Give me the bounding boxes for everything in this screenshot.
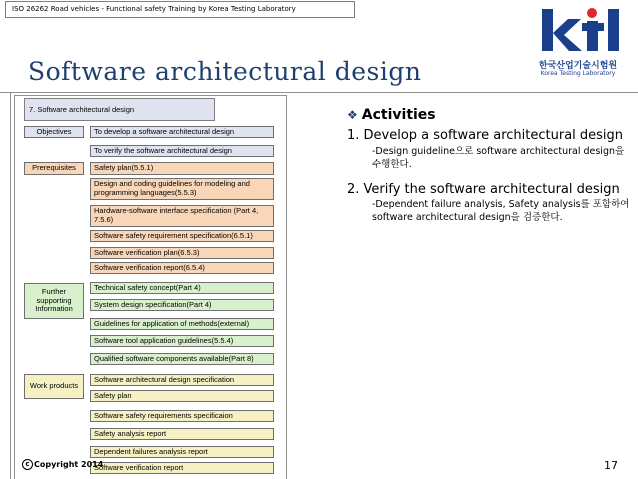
- section-title: 7. Software architectural design: [24, 98, 215, 121]
- work-product-item: Software architectural design specification: [90, 374, 274, 386]
- further-info-item: Technical safety concept(Part 4): [90, 282, 274, 294]
- work-product-item: Safety plan: [90, 390, 274, 402]
- copyright-text: Copyright 2014: [34, 460, 104, 469]
- prerequisite-item: Software verification plan(6.5.3): [90, 247, 274, 259]
- prerequisites-label: Prerequisites: [24, 162, 84, 175]
- work-product-item: Safety analysis report: [90, 428, 274, 440]
- activities-heading-text: Activities: [361, 107, 436, 123]
- activity-item: 1. Develop a software architectural design: [347, 128, 624, 143]
- further-information-label: Further supporting Information: [24, 283, 84, 319]
- work-product-item: Dependent failures analysis report: [90, 446, 274, 458]
- work-product-item: Software safety requirements specificaion: [90, 410, 274, 422]
- prerequisite-item: Hardware-software interface specification (Part 4, 7.5.6): [90, 205, 274, 227]
- objective-item: To develop a software architectural design: [90, 126, 274, 138]
- activity-description: -Design guideline으로 software architectural design을 수행한다.: [372, 146, 625, 170]
- ktl-logo-mark: [528, 7, 628, 55]
- header-banner: ISO 26262 Road vehicles - Functional safety Training by Korea Testing Laboratory: [5, 1, 355, 18]
- page-title: Software architectural design: [28, 57, 422, 86]
- prerequisite-item: Software verification report(6.5.4): [90, 262, 274, 274]
- work-product-item: Software verification report: [90, 462, 274, 474]
- prerequisite-item: Safety plan(5.5.1): [90, 162, 274, 175]
- further-info-item: Guidelines for application of methods(external): [90, 318, 274, 330]
- prerequisite-item: Software safety requirement specification(6.5.1): [90, 230, 274, 242]
- diamond-bullet-icon: ❖: [347, 108, 358, 122]
- activity-item: 2. Verify the software architectural design: [347, 182, 620, 197]
- further-info-item: Qualified software components available(Part 8): [90, 353, 274, 365]
- copyright-notice: [22, 459, 103, 470]
- logo-english-name: Korea Testing Laboratory: [540, 70, 616, 77]
- activities-heading: [347, 107, 436, 123]
- ktl-logo: [528, 7, 628, 83]
- page-number: 17: [604, 459, 618, 472]
- left-margin-line: [10, 92, 11, 479]
- title-divider: [0, 92, 638, 93]
- work-products-label: Work products: [24, 374, 84, 399]
- copyright-icon: c: [22, 459, 33, 470]
- logo-korean-name: 한국산업기술시험원: [538, 61, 618, 71]
- prerequisite-item: Design and coding guidelines for modeling and programming languages(5.5.3): [90, 178, 274, 200]
- further-info-item: System design specification(Part 4): [90, 299, 274, 311]
- objectives-label: Objectives: [24, 126, 84, 138]
- objective-item: To verify the software architectural design: [90, 145, 274, 157]
- further-info-item: Software tool application guidelines(5.5.4): [90, 335, 274, 347]
- activity-description: -Dependent failure analysis, Safety analysis를 포함하여 software architectural design을 검증한다.: [372, 199, 630, 223]
